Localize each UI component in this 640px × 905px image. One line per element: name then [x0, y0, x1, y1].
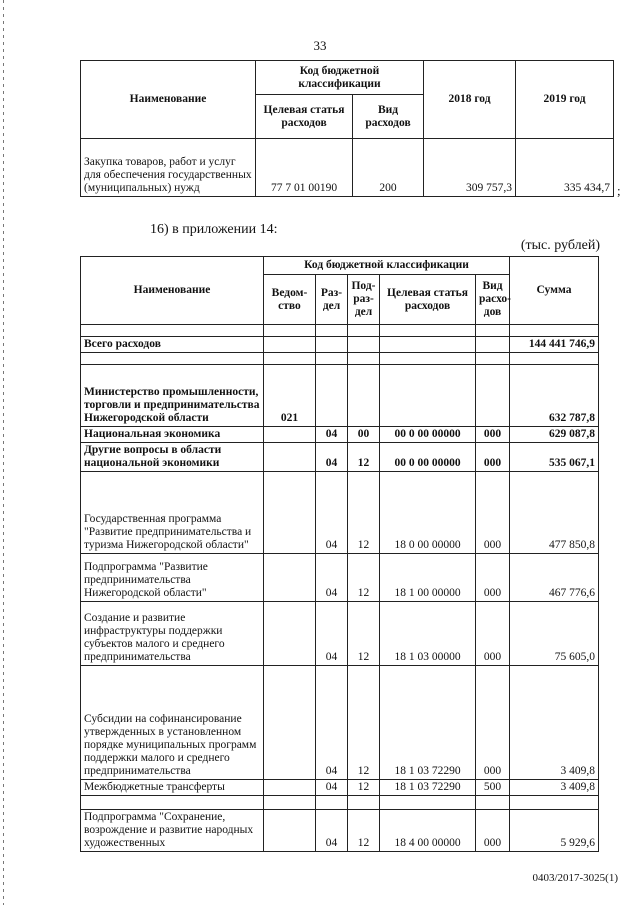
cell-dept [264, 796, 316, 810]
cell-dept [264, 554, 316, 602]
cell-kind: 000 [476, 472, 510, 554]
cell-sub: 12 [348, 472, 380, 554]
document-code: 0403/2017-3025(1) [532, 872, 618, 884]
cell-target: 00 0 00 00000 [380, 443, 476, 472]
cell-target [380, 337, 476, 353]
cell-dept [264, 666, 316, 780]
cell-sec: 04 [316, 472, 348, 554]
cell-kind: 000 [476, 443, 510, 472]
cell-target: 18 1 03 72290 [380, 666, 476, 780]
row-2018: 309 757,3 [424, 139, 516, 197]
cell-dept [264, 810, 316, 852]
cell-sub: 12 [348, 602, 380, 666]
cell-sum: 629 087,8 [510, 427, 599, 443]
cell-kind [476, 325, 510, 337]
expenses-table [80, 256, 599, 852]
cell-sum: 144 441 746,9 [510, 337, 599, 353]
cell-name: Субсидии на софинансирование утвержденных в установленном порядке муниципальных программ поддержки малого и среднего предпринимательства [81, 666, 264, 780]
code-group-header: Код бюджетной классификации [264, 257, 510, 275]
cell-sub: 12 [348, 666, 380, 780]
paragraph-heading: 16) в приложении 14: [150, 222, 278, 237]
cell-sum [510, 796, 599, 810]
cell-target: 18 1 00 00000 [380, 554, 476, 602]
continuation-table [80, 60, 614, 197]
cell-name: Подпрограмма "Развитие предпринимательства Нижегородской области" [81, 554, 264, 602]
col-subsection-header: Под-раз-дел [348, 275, 380, 325]
table-row [81, 780, 599, 796]
cell-sec: 04 [316, 810, 348, 852]
page-number: 33 [313, 38, 327, 53]
cell-dept [264, 325, 316, 337]
col-section-header: Раз-дел [316, 275, 348, 325]
cell-sum: 75 605,0 [510, 602, 599, 666]
cell-target [380, 325, 476, 337]
col-dept-header: Ведом-ство [264, 275, 316, 325]
scan-edge [3, 0, 4, 905]
cell-kind [476, 796, 510, 810]
table-row [81, 139, 614, 197]
cell-target [380, 365, 476, 427]
cell-sub [348, 353, 380, 365]
cell-sec [316, 353, 348, 365]
cell-kind: 000 [476, 427, 510, 443]
row-target: 77 7 01 00190 [256, 139, 353, 197]
cell-name: Другие вопросы в области национальной экономики [81, 443, 264, 472]
table-row [81, 796, 599, 810]
col-kind-header: Вид расхо-дов [476, 275, 510, 325]
col-2019-header: 2019 год [516, 61, 614, 139]
cell-target [380, 796, 476, 810]
cell-sub: 12 [348, 810, 380, 852]
cell-sum: 3 409,8 [510, 666, 599, 780]
cell-sub: 12 [348, 443, 380, 472]
table-row [81, 472, 599, 554]
cell-sub: 00 [348, 427, 380, 443]
cell-sum: 477 850,8 [510, 472, 599, 554]
cell-name [81, 796, 264, 810]
cell-sec [316, 796, 348, 810]
cell-kind: 500 [476, 780, 510, 796]
table-row [81, 602, 599, 666]
cell-sub [348, 796, 380, 810]
cell-sum [510, 325, 599, 337]
table-row [81, 427, 599, 443]
cell-sec [316, 325, 348, 337]
cell-name: Создание и развитие инфраструктуры поддержки субъектов малого и среднего предпринимательства [81, 602, 264, 666]
table-row [81, 337, 599, 353]
cell-sum: 3 409,8 [510, 780, 599, 796]
cell-kind [476, 365, 510, 427]
col-target-header: Целевая статья расходов [380, 275, 476, 325]
cell-kind: 000 [476, 666, 510, 780]
cell-target: 18 0 00 00000 [380, 472, 476, 554]
cell-dept [264, 602, 316, 666]
table-row [81, 353, 599, 365]
cell-dept [264, 353, 316, 365]
cell-name: Межбюджетные трансферты [81, 780, 264, 796]
cell-sec [316, 337, 348, 353]
cell-sub [348, 365, 380, 427]
cell-sec: 04 [316, 427, 348, 443]
cell-target: 18 1 03 72290 [380, 780, 476, 796]
cell-target: 00 0 00 00000 [380, 427, 476, 443]
cell-sec: 04 [316, 443, 348, 472]
cell-target [380, 353, 476, 365]
col-2018-header: 2018 год [424, 61, 516, 139]
col-kind-header: Вид расходов [353, 95, 424, 139]
cell-name [81, 353, 264, 365]
col-name-header: Наименование [81, 257, 264, 325]
col-target-header: Целевая статья расходов [256, 95, 353, 139]
cell-kind: 000 [476, 810, 510, 852]
cell-sum: 467 776,6 [510, 554, 599, 602]
cell-sec: 04 [316, 602, 348, 666]
cell-kind: 000 [476, 554, 510, 602]
cell-dept [264, 427, 316, 443]
table-row [81, 365, 599, 427]
cell-name: Всего расходов [81, 337, 264, 353]
cell-sum: 535 067,1 [510, 443, 599, 472]
cell-dept [264, 780, 316, 796]
cell-dept [264, 443, 316, 472]
cell-sec [316, 365, 348, 427]
cell-sum: 5 929,6 [510, 810, 599, 852]
cell-sub: 12 [348, 554, 380, 602]
row-2019: 335 434,7 [516, 139, 614, 197]
cell-target: 18 4 00 00000 [380, 810, 476, 852]
col-sum-header: Сумма [510, 257, 599, 325]
row-name: Закупка товаров, работ и услуг для обеспечения государственных (муниципальных) нужд [81, 139, 256, 197]
cell-dept [264, 337, 316, 353]
cell-name [81, 325, 264, 337]
cell-dept [264, 472, 316, 554]
cell-sum: 632 787,8 [510, 365, 599, 427]
cell-target: 18 1 03 00000 [380, 602, 476, 666]
cell-sec: 04 [316, 554, 348, 602]
table-row [81, 443, 599, 472]
row-kind: 200 [353, 139, 424, 197]
cell-dept: 021 [264, 365, 316, 427]
cell-kind [476, 337, 510, 353]
table-row [81, 666, 599, 780]
cell-kind: 000 [476, 602, 510, 666]
cell-sec: 04 [316, 666, 348, 780]
cell-name: Министерство промышленности, торговли и предпринимательства Нижегородской области [81, 365, 264, 427]
cell-sub [348, 325, 380, 337]
table-row [81, 325, 599, 337]
code-group-header: Код бюджетной классификации [256, 61, 424, 95]
cell-name: Государственная программа "Развитие предпринимательства и туризма Нижегородской области" [81, 472, 264, 554]
cell-sum [510, 353, 599, 365]
col-name-header: Наименование [81, 61, 256, 139]
cell-sub: 12 [348, 780, 380, 796]
cell-name: Подпрограмма "Сохранение, возрождение и развитие народных художественных [81, 810, 264, 852]
cell-kind [476, 353, 510, 365]
cell-name: Национальная экономика [81, 427, 264, 443]
row-trailing-mark: ; [617, 183, 621, 198]
units-label: (тыс. рублей) [520, 238, 600, 253]
cell-sec: 04 [316, 780, 348, 796]
table-row [81, 554, 599, 602]
table-row [81, 810, 599, 852]
cell-sub [348, 337, 380, 353]
